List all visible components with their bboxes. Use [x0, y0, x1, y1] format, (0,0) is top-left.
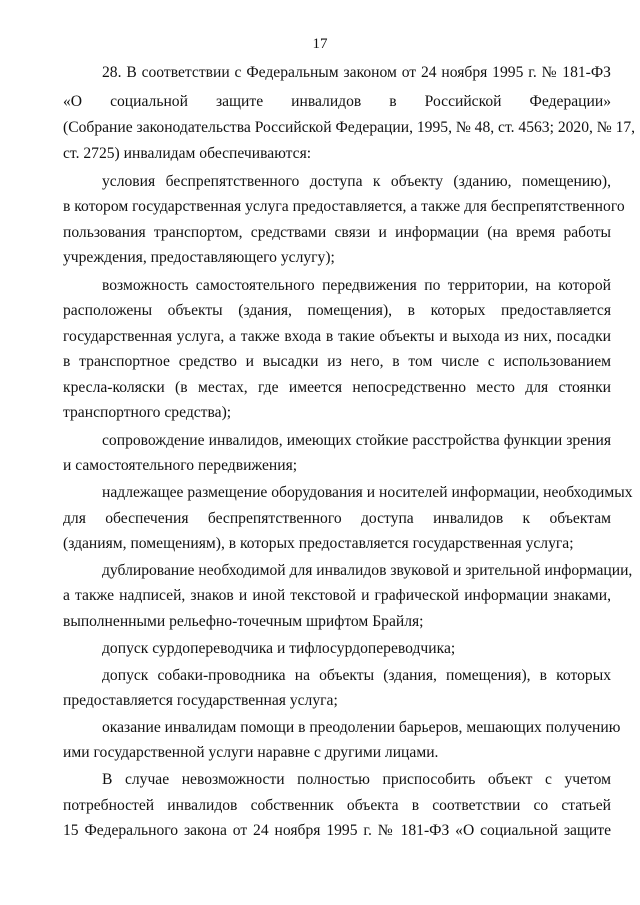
text-line: учреждения, предоставляющего услугу); [63, 249, 335, 266]
text-line: возможность самостоятельного передвижения по территории, на которой [102, 277, 611, 294]
text-line: 28. В соответствии с Федеральным законом от 24 ноября 1995 г. № 181-ФЗ [102, 64, 611, 81]
text-line: (зданиям, помещениям), в которых предоставляется государственная услуга; [63, 535, 574, 552]
text-line: кресла-коляски (в местах, где имеется непосредственно место для стоянки [63, 379, 611, 396]
text-line: В случае невозможности полностью приспособить объект с учетом [102, 771, 611, 788]
text-line: потребностей инвалидов собственник объекта в соответствии со статьей [63, 797, 611, 814]
text-line: а также надписей, знаков и иной текстовой и графической информации знаками, [63, 587, 611, 604]
text-line: пользования транспортом, средствами связи и информации (на время работы [63, 224, 611, 241]
text-line: транспортного средства); [63, 404, 232, 421]
text-line: государственная услуга, а также входа в такие объекты и выхода из них, посадки [63, 328, 611, 345]
text-line: «О социальной защите инвалидов в Российской Федерации» [63, 93, 611, 110]
text-line: ст. 2725) инвалидам обеспечиваются: [63, 145, 312, 162]
text-line: надлежащее размещение оборудования и носителей информации, необходимых [102, 484, 633, 501]
text-line: допуск собаки-проводника на объекты (здания, помещения), в которых [102, 667, 611, 684]
text-line: в котором государственная услуга предоставляется, а также для беспрепятственного [63, 198, 625, 215]
text-line: 15 Федерального закона от 24 ноября 1995 г. № 181-ФЗ «О социальной защите [63, 822, 611, 839]
text-line: для обеспечения беспрепятственного доступа инвалидов к объектам [63, 510, 611, 527]
text-line: расположены объекты (здания, помещения), в которых предоставляется [63, 302, 611, 319]
text-line: сопровождение инвалидов, имеющих стойкие расстройства функции зрения [102, 432, 611, 449]
text-line: предоставляется государственная услуга; [63, 692, 338, 709]
text-line: и самостоятельного передвижения; [63, 457, 298, 474]
text-line: допуск сурдопереводчика и тифлосурдопереводчика; [102, 640, 456, 657]
text-line: выполненными рельефно-точечным шрифтом Брайля; [63, 613, 424, 630]
text-line: условия беспрепятственного доступа к объекту (зданию, помещению), [102, 173, 611, 190]
text-line: дублирование необходимой для инвалидов звуковой и зрительной информации, [102, 562, 633, 579]
text-line: в транспортное средство и высадки из него, в том числе с использованием [63, 353, 611, 370]
text-line: ими государственной услуги наравне с другими лицами. [63, 744, 439, 761]
text-line: оказание инвалидам помощи в преодолении барьеров, мешающих получению [102, 719, 621, 736]
page-number: 17 [312, 36, 328, 52]
text-line: (Собрание законодательства Российской Федерации, 1995, № 48, ст. 4563; 2020, № 17, [63, 119, 636, 136]
